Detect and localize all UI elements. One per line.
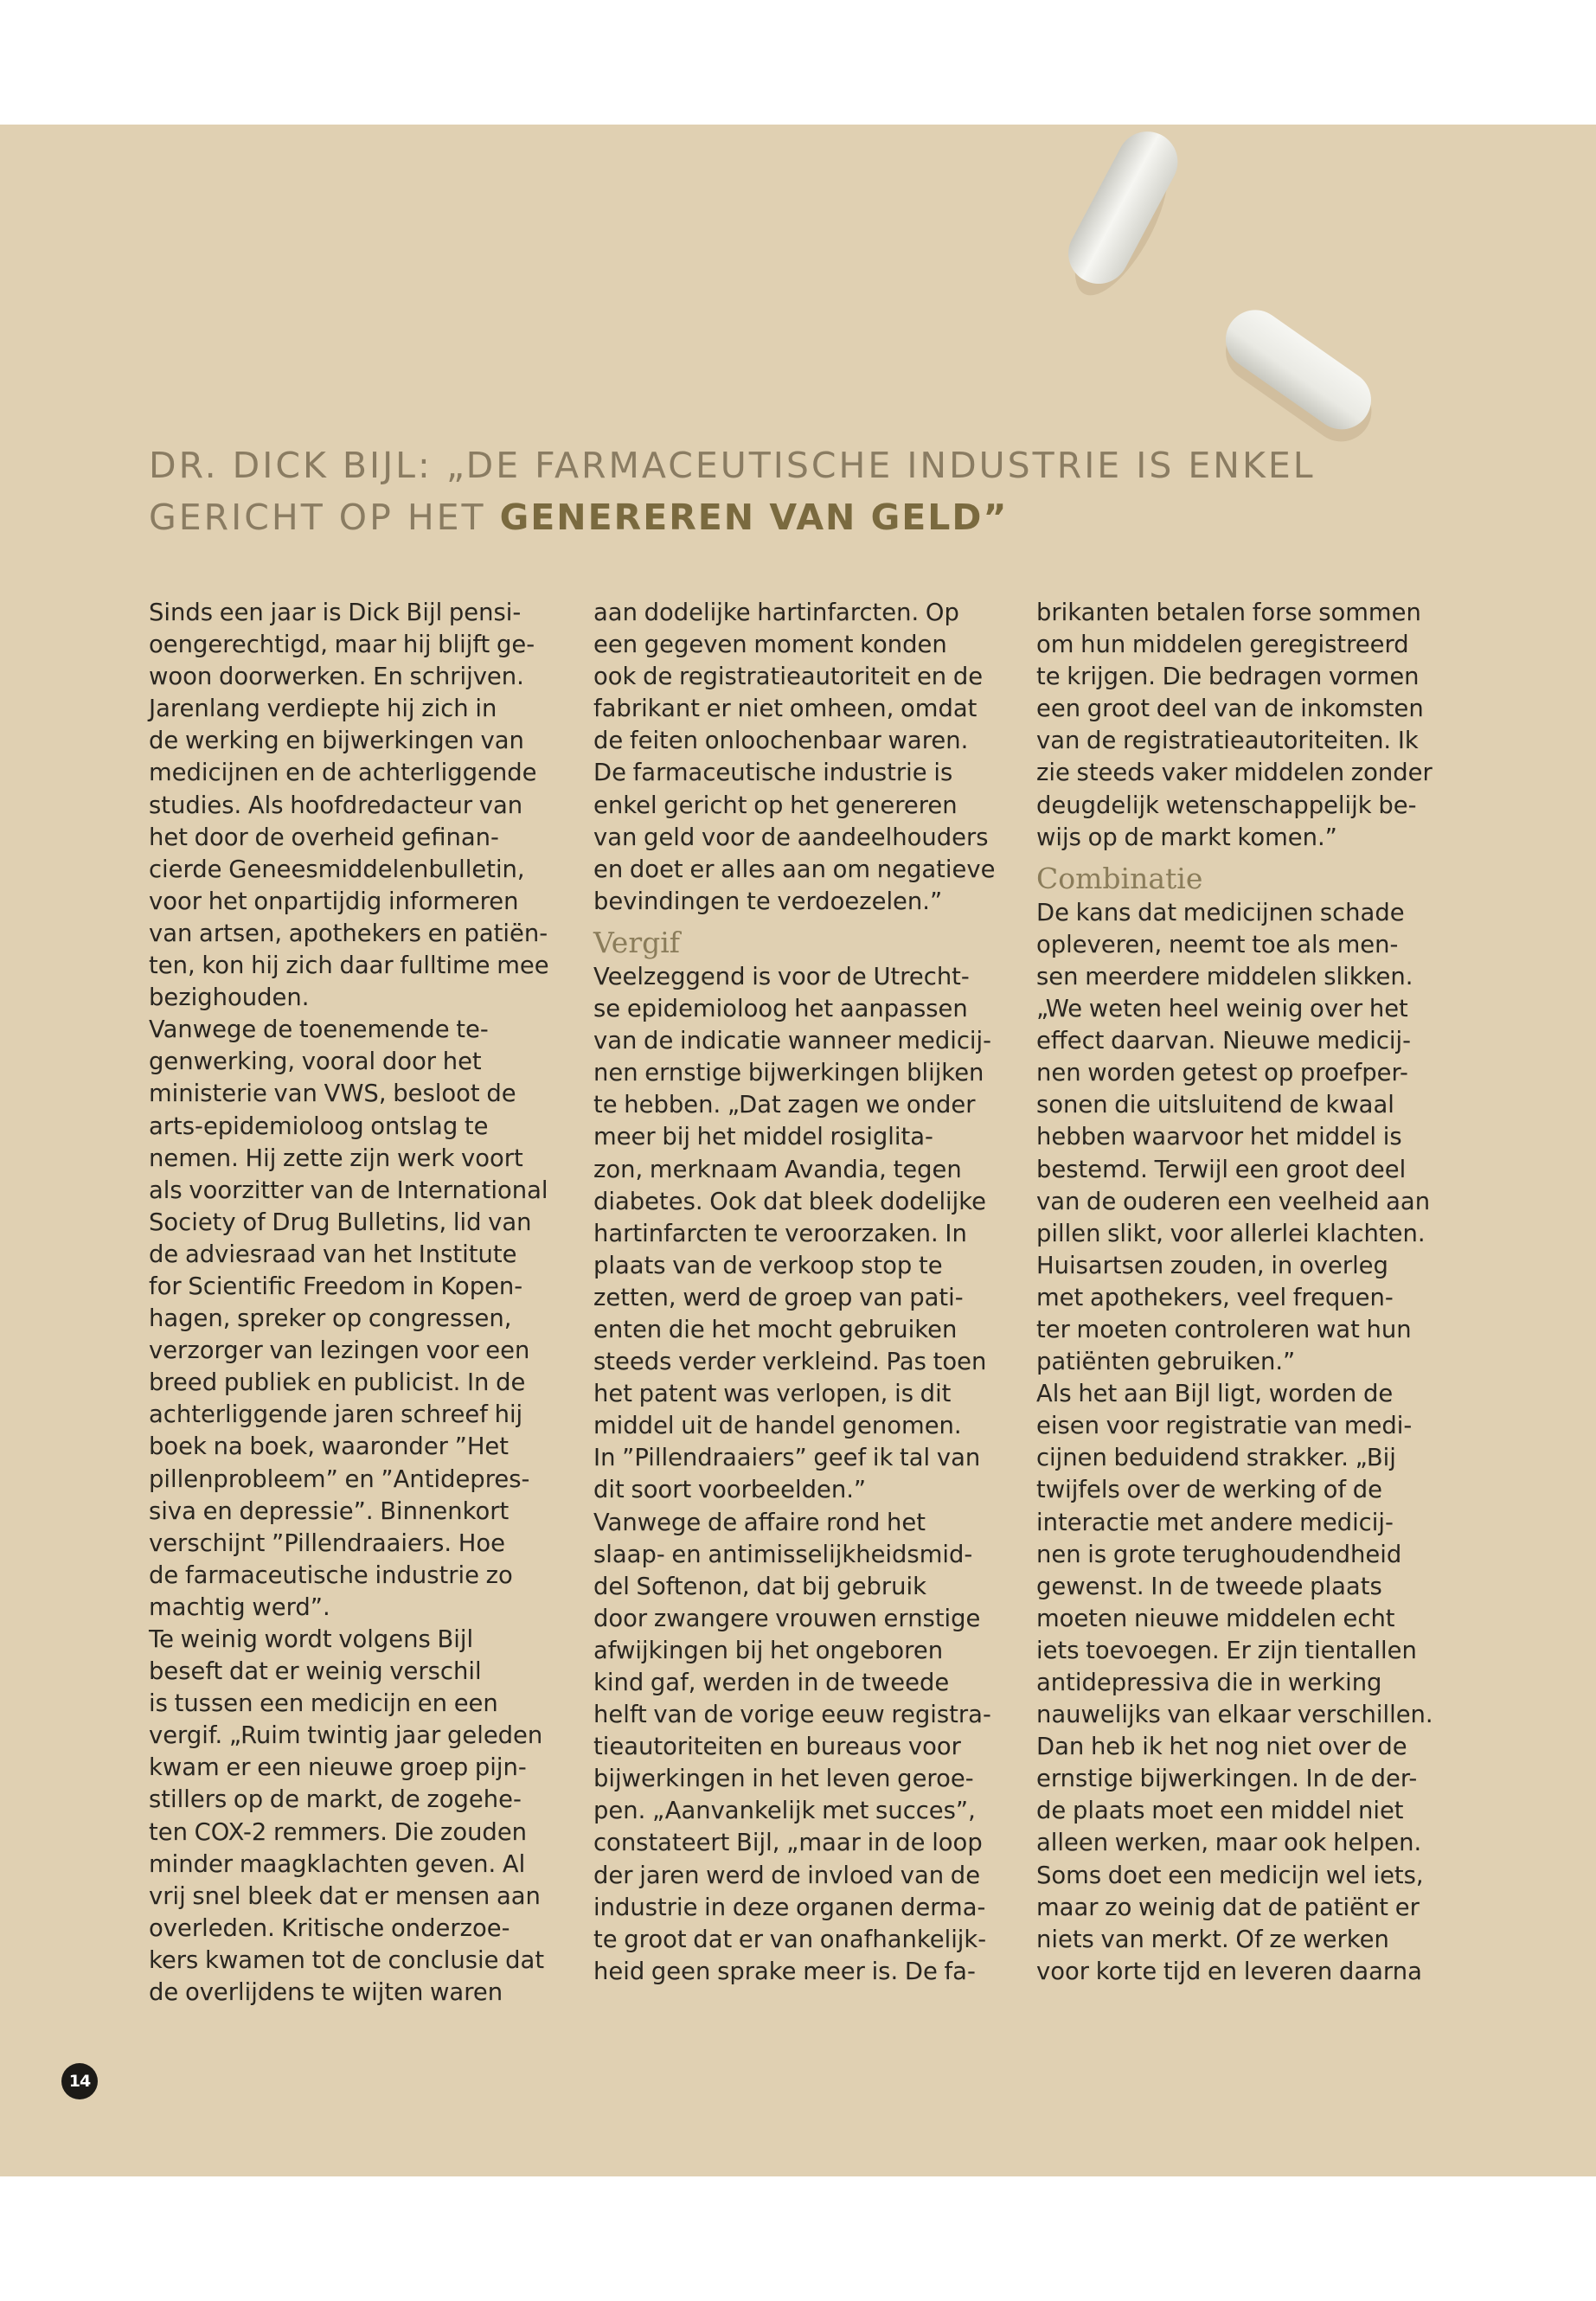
text-line: meer bij het middel rosiglita- bbox=[593, 1124, 933, 1151]
text-line: ernstige bijwerkingen. In de der- bbox=[1036, 1766, 1418, 1793]
text-line: brikanten betalen forse sommen bbox=[1036, 599, 1421, 626]
text-line: industrie in deze organen derma- bbox=[593, 1894, 986, 1921]
text-line: Vanwege de affaire rond het bbox=[593, 1509, 926, 1536]
text-line: steeds verder verkleind. Pas toen bbox=[593, 1349, 987, 1376]
text-line: sen meerdere middelen slikken. bbox=[1036, 963, 1413, 990]
text-line: middel uit de handel genomen. bbox=[593, 1413, 962, 1440]
text-line: eisen voor registratie van medi- bbox=[1036, 1413, 1413, 1440]
text-line: vrij snel bleek dat er mensen aan bbox=[149, 1882, 541, 1910]
text-line: wijs op de markt komen.” bbox=[1036, 824, 1337, 851]
text-line: stillers op de markt, de zogehe- bbox=[149, 1786, 522, 1814]
text-line: de overlijdens te wijten waren bbox=[149, 1979, 503, 2007]
text-line: Society of Drug Bulletins, lid van bbox=[149, 1208, 532, 1236]
text-line: bezighouden. bbox=[149, 984, 310, 1012]
text-line: boek na boek, waaronder ”Het bbox=[149, 1433, 510, 1461]
text-line: Huisartsen zouden, in overleg bbox=[1036, 1252, 1388, 1279]
text-line: In ”Pillendraaiers” geef ik tal van bbox=[593, 1445, 981, 1472]
text-line: achterliggende jaren schreef hij bbox=[149, 1401, 523, 1429]
text-line: van de indicatie wanneer medicij- bbox=[593, 1028, 991, 1055]
text-line: Veelzeggend is voor de Utrecht- bbox=[593, 963, 970, 990]
text-line: der jaren werd de invloed van de bbox=[593, 1862, 981, 1889]
text-line: voor het onpartijdig informeren bbox=[149, 888, 519, 915]
text-line: del Softenon, dat bij gebruik bbox=[593, 1573, 926, 1600]
text-line: Dan heb ik het nog niet over de bbox=[1036, 1734, 1407, 1761]
text-line: oengerechtigd, maar hij blijft ge- bbox=[149, 631, 535, 659]
text-line: Als het aan Bijl ligt, worden de bbox=[1036, 1381, 1394, 1408]
text-line: effect daarvan. Nieuwe medicij- bbox=[1036, 1028, 1412, 1055]
text-line: voor korte tijd en leveren daarna bbox=[1036, 1958, 1422, 1985]
text-line: moeten nieuwe middelen echt bbox=[1036, 1605, 1395, 1632]
text-line: plaats van de verkoop stop te bbox=[593, 1252, 943, 1279]
text-line: te hebben. „Dat zagen we onder bbox=[593, 1092, 976, 1119]
text-line: het patent was verlopen, is dit bbox=[593, 1381, 952, 1408]
text-line: woon doorwerken. En schrijven. bbox=[149, 663, 524, 691]
text-line: bijwerkingen in het leven geroe- bbox=[593, 1766, 974, 1793]
text-line: gewenst. In de tweede plaats bbox=[1036, 1573, 1382, 1600]
text-line: Jarenlang verdiepte hij zich in bbox=[149, 695, 497, 723]
text-line: Sinds een jaar is Dick Bijl pensi- bbox=[149, 599, 522, 626]
page-number-badge: 14 bbox=[61, 2063, 98, 2099]
text-line: „We weten heel weinig over het bbox=[1036, 996, 1408, 1023]
text-line: zetten, werd de groep van pati- bbox=[593, 1284, 964, 1311]
text-line: interactie met andere medicij- bbox=[1036, 1509, 1394, 1536]
text-line: van de registratieautoriteiten. Ik bbox=[1036, 727, 1419, 755]
text-line: aan dodelijke hartinfarcten. Op bbox=[593, 599, 959, 626]
text-line: iets toevoegen. Er zijn tientallen bbox=[1036, 1637, 1417, 1664]
text-line: een groot deel van de inkomsten bbox=[1036, 695, 1424, 723]
text-line: bevindingen te verdoezelen.” bbox=[593, 888, 943, 915]
text-line: ten COX-2 remmers. Die zouden bbox=[149, 1818, 528, 1846]
article-title-light: DR. DICK BIJL: „DE FARMACEUTISCHE INDUSTRIE IS ENKEL GERICHT OP HET bbox=[149, 445, 1316, 538]
text-line: medicijnen en de achterliggende bbox=[149, 760, 537, 787]
text-line: de werking en bijwerkingen van bbox=[149, 727, 524, 755]
text-line: van de ouderen een veelheid aan bbox=[1036, 1188, 1431, 1215]
text-line: constateert Bijl, „maar in de loop bbox=[593, 1830, 983, 1857]
text-line: se epidemioloog het aanpassen bbox=[593, 996, 968, 1023]
text-line: kers kwamen tot de conclusie dat bbox=[149, 1946, 545, 1974]
text-line: te krijgen. Die bedragen vormen bbox=[1036, 663, 1420, 691]
text-line: zon, merknaam Avandia, tegen bbox=[593, 1156, 962, 1183]
text-line: is tussen een medicijn en een bbox=[149, 1690, 498, 1718]
text-line: nauwelijks van elkaar verschillen. bbox=[1036, 1702, 1433, 1729]
text-line: arts-epidemioloog ontslag te bbox=[149, 1112, 489, 1140]
text-line: twijfels over de werking of de bbox=[1036, 1477, 1382, 1504]
text-line: als voorzitter van de International bbox=[149, 1176, 548, 1204]
text-line: door zwangere vrouwen ernstige bbox=[593, 1605, 981, 1632]
section-subheading: Combinatie bbox=[1036, 861, 1203, 895]
text-line: heid geen sprake meer is. De fa- bbox=[593, 1958, 976, 1985]
text-line: for Scientific Freedom in Kopen- bbox=[149, 1272, 523, 1300]
text-line: van geld voor de aandeelhouders bbox=[593, 824, 989, 851]
text-line: afwijkingen bij het ongeboren bbox=[593, 1637, 944, 1664]
text-line: bestemd. Terwijl een groot deel bbox=[1036, 1156, 1407, 1183]
text-line: helft van de vorige eeuw registra- bbox=[593, 1702, 991, 1729]
text-line: cijnen beduidend strakker. „Bij bbox=[1036, 1445, 1396, 1472]
text-line: nen is grote terughoudendheid bbox=[1036, 1541, 1402, 1568]
text-line: met apothekers, veel frequen- bbox=[1036, 1284, 1394, 1311]
text-line: verzorger van lezingen voor een bbox=[149, 1337, 530, 1365]
text-line: te groot dat er van onafhankelijk- bbox=[593, 1926, 987, 1953]
text-line: de plaats moet een middel niet bbox=[1036, 1798, 1404, 1825]
text-line: siva en depressie”. Binnenkort bbox=[149, 1497, 510, 1525]
text-line: nen ernstige bijwerkingen blijken bbox=[593, 1060, 984, 1087]
text-line: nen worden getest op proefper- bbox=[1036, 1060, 1408, 1087]
text-line: fabrikant er niet omheen, omdat bbox=[593, 695, 977, 723]
text-line: breed publiek en publicist. In de bbox=[149, 1369, 526, 1397]
text-line: ministerie van VWS, besloot de bbox=[149, 1080, 516, 1108]
text-line: antidepressiva die in werking bbox=[1036, 1670, 1382, 1696]
text-line: patiënten gebruiken.” bbox=[1036, 1349, 1296, 1376]
text-line: ten, kon hij zich daar fulltime mee bbox=[149, 952, 549, 980]
text-line: opleveren, neemt toe als men- bbox=[1036, 931, 1399, 958]
text-line: De farmaceutische industrie is bbox=[593, 760, 953, 787]
text-line: nemen. Hij zette zijn werk voort bbox=[149, 1144, 523, 1172]
text-line: Te weinig wordt volgens Bijl bbox=[149, 1626, 474, 1653]
text-line: enten die het mocht gebruiken bbox=[593, 1316, 958, 1343]
section-subheading: Vergif bbox=[593, 925, 680, 959]
text-line: van artsen, apothekers en patiën- bbox=[149, 920, 548, 947]
text-line: Vanwege de toenemende te- bbox=[149, 1016, 489, 1044]
text-line: zie steeds vaker middelen zonder bbox=[1036, 760, 1433, 787]
text-line: de feiten onloochenbaar waren. bbox=[593, 727, 969, 755]
text-line: maar zo weinig dat de patiënt er bbox=[1036, 1894, 1420, 1921]
text-line: verschijnt ”Pillendraaiers. Hoe bbox=[149, 1529, 506, 1557]
text-line: tieautoriteiten en bureaus voor bbox=[593, 1734, 961, 1761]
text-line: diabetes. Ook dat bleek dodelijke bbox=[593, 1188, 987, 1215]
text-line: dit soort voorbeelden.” bbox=[593, 1477, 867, 1504]
text-line: de adviesraad van het Institute bbox=[149, 1240, 517, 1268]
text-line: alleen werken, maar ook helpen. bbox=[1036, 1830, 1422, 1857]
text-line: een gegeven moment konden bbox=[593, 631, 947, 659]
text-line: overleden. Kritische onderzoe- bbox=[149, 1914, 510, 1942]
text-line: genwerking, vooral door het bbox=[149, 1048, 482, 1076]
text-line: en doet er alles aan om negatieve bbox=[593, 856, 996, 883]
text-line: minder maagklachten geven. Al bbox=[149, 1850, 526, 1878]
capsule-top-illustration bbox=[1034, 116, 1207, 315]
text-line: hartinfarcten te veroorzaken. In bbox=[593, 1220, 967, 1247]
text-line: pen. „Aanvankelijk met succes”, bbox=[593, 1798, 976, 1825]
text-line: kwam er een nieuwe groep pijn- bbox=[149, 1754, 527, 1782]
text-line: machtig werd”. bbox=[149, 1593, 330, 1621]
text-line: slaap- en antimisselijkheidsmid- bbox=[593, 1541, 973, 1568]
text-line: niets van merkt. Of ze werken bbox=[1036, 1926, 1389, 1953]
text-line: pillen slikt, voor allerlei klachten. bbox=[1036, 1220, 1426, 1247]
article-column-1 bbox=[149, 597, 573, 2009]
text-line: om hun middelen geregistreerd bbox=[1036, 631, 1409, 659]
text-line: sonen die uitsluitend de kwaal bbox=[1036, 1092, 1394, 1119]
text-line: het door de overheid gefinan- bbox=[149, 824, 499, 851]
text-line: Soms doet een medicijn wel iets, bbox=[1036, 1862, 1424, 1889]
text-line: deugdelijk wetenschappelijk be- bbox=[1036, 792, 1417, 819]
text-line: vergif. „Ruim twintig jaar geleden bbox=[149, 1722, 543, 1750]
text-line: kind gaf, werden in de tweede bbox=[593, 1670, 950, 1696]
text-line: enkel gericht op het genereren bbox=[593, 792, 958, 819]
text-line: pillenprobleem” en ”Antidepres- bbox=[149, 1465, 530, 1493]
text-line: ter moeten controleren wat hun bbox=[1036, 1316, 1412, 1343]
article-title-bold: GENEREREN VAN GELD” bbox=[499, 497, 1009, 538]
text-line: cierde Geneesmiddelenbulletin, bbox=[149, 856, 525, 883]
text-line: De kans dat medicijnen schade bbox=[1036, 899, 1405, 926]
text-line: hagen, spreker op congressen, bbox=[149, 1305, 512, 1333]
text-line: ook de registratieautoriteit en de bbox=[593, 663, 984, 691]
text-line: hebben waarvoor het middel is bbox=[1036, 1124, 1402, 1151]
capsule-bottom-illustration bbox=[1194, 298, 1401, 453]
text-line: de farmaceutische industrie zo bbox=[149, 1561, 513, 1589]
text-line: studies. Als hoofdredacteur van bbox=[149, 792, 523, 819]
article-title bbox=[149, 439, 1446, 543]
article-column-3 bbox=[1036, 597, 1460, 1988]
article-column-2 bbox=[593, 597, 1017, 1988]
text-line: beseft dat er weinig verschil bbox=[149, 1658, 482, 1686]
